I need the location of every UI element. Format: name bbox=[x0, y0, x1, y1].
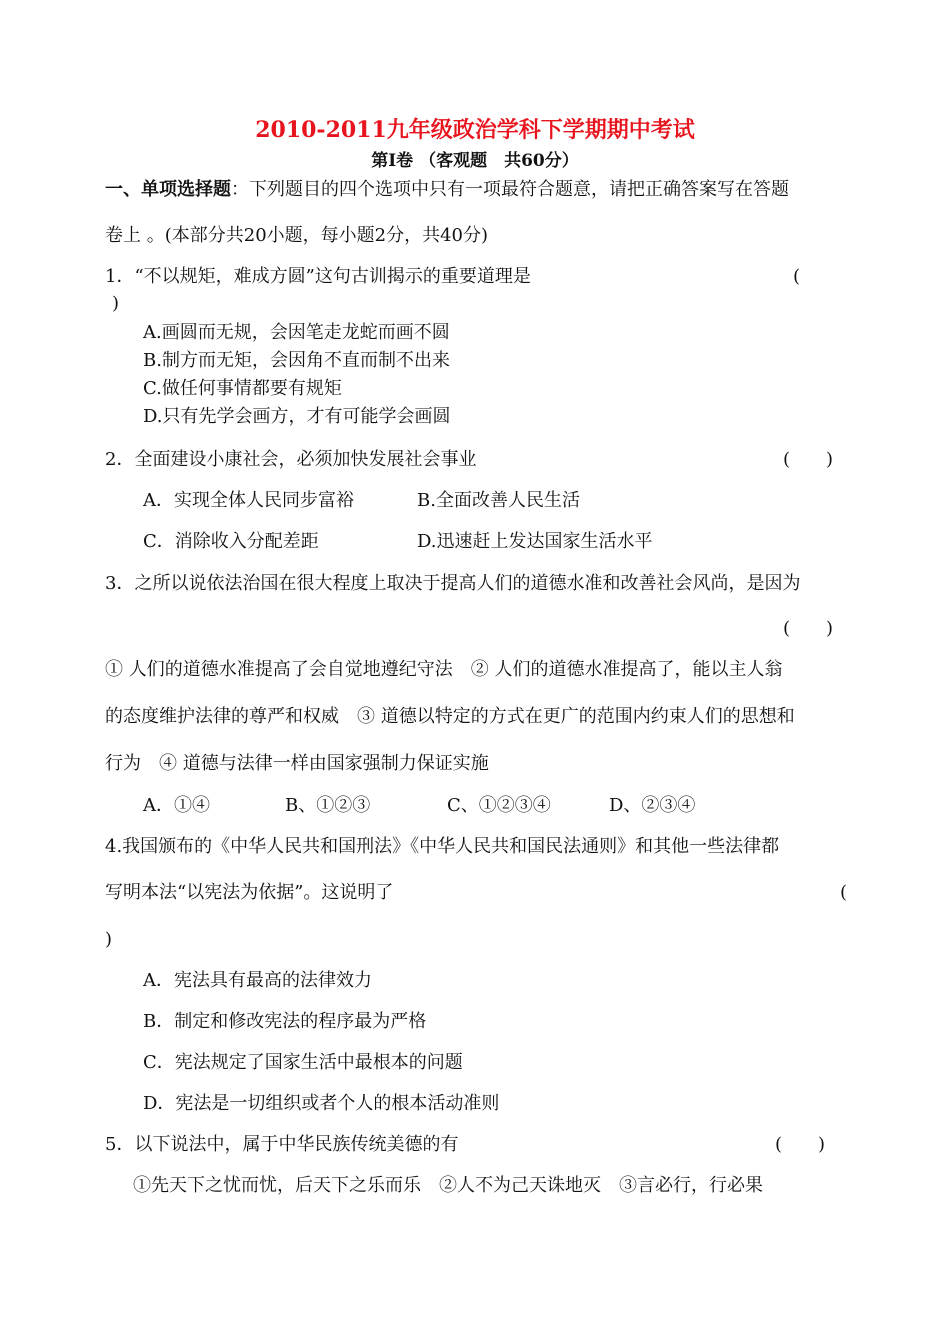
question-2-option-b: B.全面改善人民生活 bbox=[417, 490, 580, 511]
question-2-answer-paren: ( ) bbox=[783, 449, 834, 470]
instruction-text: ：下列题目的四个选项中只有一项最符合题意，请把正确答案写在答题 bbox=[231, 179, 789, 200]
question-1-option-b: B.制方而无矩，会因角不直而制不出来 bbox=[143, 350, 450, 371]
section-subtitle: 第Ⅰ卷 （客观题 共60分） bbox=[371, 151, 579, 171]
question-1-answer-paren-open: ( bbox=[793, 266, 801, 287]
question-2-stem: 2．全面建设小康社会，必须加快发展社会事业 bbox=[105, 449, 477, 470]
section-heading: 一、单项选择题 bbox=[105, 179, 231, 200]
question-1-stem: 1．“不以规矩，难成方圆”这句古训揭示的重要道理是 bbox=[105, 266, 531, 287]
question-4-stem-line-1: 4.我国颁布的《中华人民共和国刑法》《中华人民共和国民法通则》和其他一些法律都 bbox=[105, 836, 780, 857]
question-3-answer-paren: ( ) bbox=[783, 618, 834, 639]
section-instruction-line-1 bbox=[105, 178, 789, 202]
question-4-option-d: D．宪法是一切组织或者个人的根本活动准则 bbox=[143, 1093, 500, 1114]
question-4-answer-paren-close: ) bbox=[105, 929, 113, 950]
question-4-option-a: A．宪法具有最高的法律效力 bbox=[143, 970, 372, 991]
question-4-option-c: C．宪法规定了国家生活中最根本的问题 bbox=[143, 1052, 463, 1073]
question-2-option-c: C．消除收入分配差距 bbox=[143, 531, 319, 552]
question-4-answer-paren-open: ( bbox=[840, 882, 848, 903]
question-3-statements-line-3: 行为 ④ 道德与法律一样由国家强制力保证实施 bbox=[105, 753, 489, 774]
question-4-option-b: B．制定和修改宪法的程序最为严格 bbox=[143, 1011, 427, 1032]
question-3-option-b: B、①②③ bbox=[285, 795, 371, 816]
question-3-statements-line-1: ① 人们的道德水准提高了会自觉地遵纪守法 ② 人们的道德水准提高了，能以主人翁 bbox=[105, 659, 783, 680]
question-5-statements-line-1: ①先天下之忧而忧，后天下之乐而乐 ②人不为己天诛地灭 ③言必行，行必果 bbox=[133, 1175, 763, 1196]
question-1-answer-paren-close: ) bbox=[112, 293, 120, 314]
question-2-option-d: D.迅速赶上发达国家生活水平 bbox=[417, 531, 653, 552]
question-2-option-a: A．实现全体人民同步富裕 bbox=[143, 490, 354, 511]
question-1-option-c: C.做任何事情都要有规矩 bbox=[143, 378, 342, 399]
question-3-stem: 3．之所以说依法治国在很大程度上取决于提高人们的道德水准和改善社会风尚，是因为 bbox=[105, 573, 801, 594]
question-4-stem-line-2: 写明本法“以宪法为依据”。这说明了 bbox=[105, 882, 394, 903]
question-1-option-d: D.只有先学会画方，才有可能学会画圆 bbox=[143, 406, 451, 427]
question-5-answer-paren: ( ) bbox=[775, 1134, 826, 1155]
question-1-option-a: A.画圆而无规，会因笔走龙蛇而画不圆 bbox=[143, 322, 450, 343]
section-instruction-line-2: 卷上 。(本部分共20小题，每小题2分，共40分) bbox=[105, 225, 489, 246]
question-3-option-d: D、②③④ bbox=[609, 795, 696, 816]
document-title: 2010-2011九年级政治学科下学期期中考试 bbox=[255, 117, 695, 143]
question-3-statements-line-2: 的态度维护法律的尊严和权威 ③ 道德以特定的方式在更广的范围内约束人们的思想和 bbox=[105, 706, 795, 727]
question-5-stem: 5．以下说法中，属于中华民族传统美德的有 bbox=[105, 1134, 459, 1155]
question-3-option-a: A．①④ bbox=[143, 795, 210, 816]
question-3-option-c: C、①②③④ bbox=[447, 795, 551, 816]
